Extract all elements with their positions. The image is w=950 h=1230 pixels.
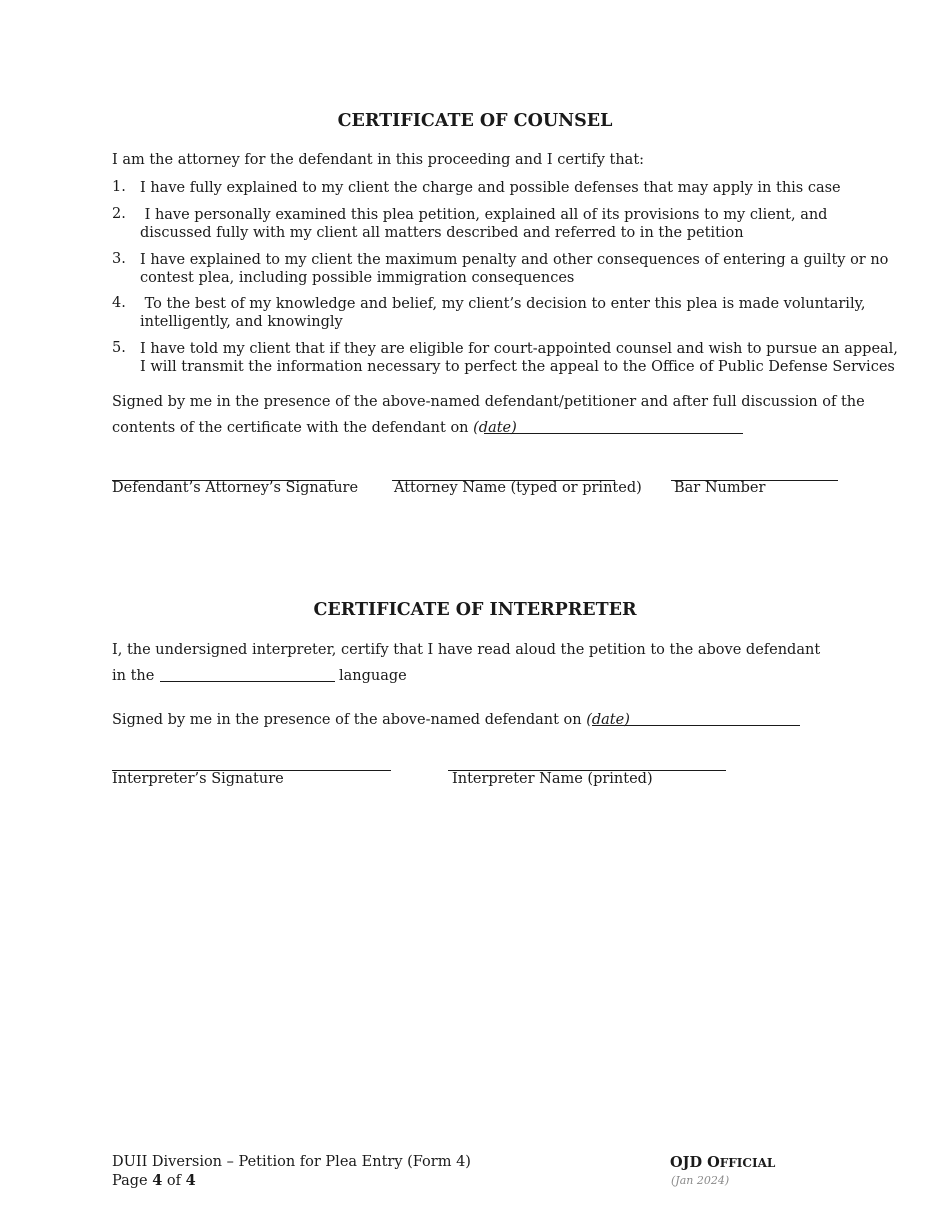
list-item: contest plea, including possible immigration consequences	[140, 270, 575, 286]
interpreter-date-field[interactable]	[592, 725, 800, 726]
list-item-number: 1.	[112, 179, 126, 195]
list-item: I will transmit the information necessary to perfect the appeal to the Office of Public Defense Services	[140, 359, 895, 375]
counsel-intro: I am the attorney for the defendant in this proceeding and I certify that:	[112, 152, 645, 168]
list-item-number: 2.	[112, 206, 126, 222]
attorney-name-label: Attorney Name (typed or printed)	[394, 480, 642, 496]
ojd-official-label: OJD OFFICIAL	[670, 1154, 776, 1171]
footer-page-number: Page 4 of 4	[112, 1172, 196, 1189]
list-item-number: 3.	[112, 251, 126, 267]
list-item: I have fully explained to my client the charge and possible defenses that may apply in this case	[140, 180, 841, 196]
date-label: (date)	[586, 712, 630, 728]
list-item: To the best of my knowledge and belief, my client’s decision to enter this plea is made voluntarily,	[140, 296, 866, 312]
list-item: I have personally examined this plea petition, explained all of its provisions to my client, and	[140, 207, 828, 223]
revision-date: (Jan 2024)	[671, 1174, 730, 1187]
list-item-number: 4.	[112, 295, 126, 311]
interpreter-signed-text: Signed by me in the presence of the above-named defendant on (date)	[112, 712, 630, 728]
language-field[interactable]	[160, 681, 335, 682]
counsel-signed-text: Signed by me in the presence of the above-named defendant/petitioner and after full discussion of the	[112, 394, 865, 410]
list-item: discussed fully with my client all matters described and referred to in the petition	[140, 225, 744, 241]
bar-number-label: Bar Number	[674, 480, 766, 496]
interpreter-title: CERTIFICATE OF INTERPRETER	[313, 600, 637, 620]
counsel-date-field[interactable]	[484, 433, 743, 434]
footer-form-title: DUII Diversion – Petition for Plea Entry (Form 4)	[112, 1154, 471, 1170]
list-item: I have told my client that if they are eligible for court-appointed counsel and wish to pursue an appeal,	[140, 341, 898, 357]
list-item: I have explained to my client the maximum penalty and other consequences of entering a guilty or no	[140, 252, 889, 268]
list-item: intelligently, and knowingly	[140, 314, 343, 330]
interpreter-signature-label: Interpreter’s Signature	[112, 771, 284, 787]
counsel-title: CERTIFICATE OF COUNSEL	[337, 111, 613, 131]
counsel-signed-text-2: contents of the certificate with the defendant on (date)	[112, 420, 517, 436]
language-label: language	[339, 668, 407, 684]
list-item-number: 5.	[112, 340, 126, 356]
date-label: (date)	[473, 420, 517, 436]
attorney-signature-label: Defendant’s Attorney’s Signature	[112, 480, 359, 496]
in-the-label: in the	[112, 668, 155, 684]
interpreter-name-label: Interpreter Name (printed)	[452, 771, 653, 787]
interpreter-certify-text: I, the undersigned interpreter, certify that I have read aloud the petition to the above defendant	[112, 642, 821, 658]
